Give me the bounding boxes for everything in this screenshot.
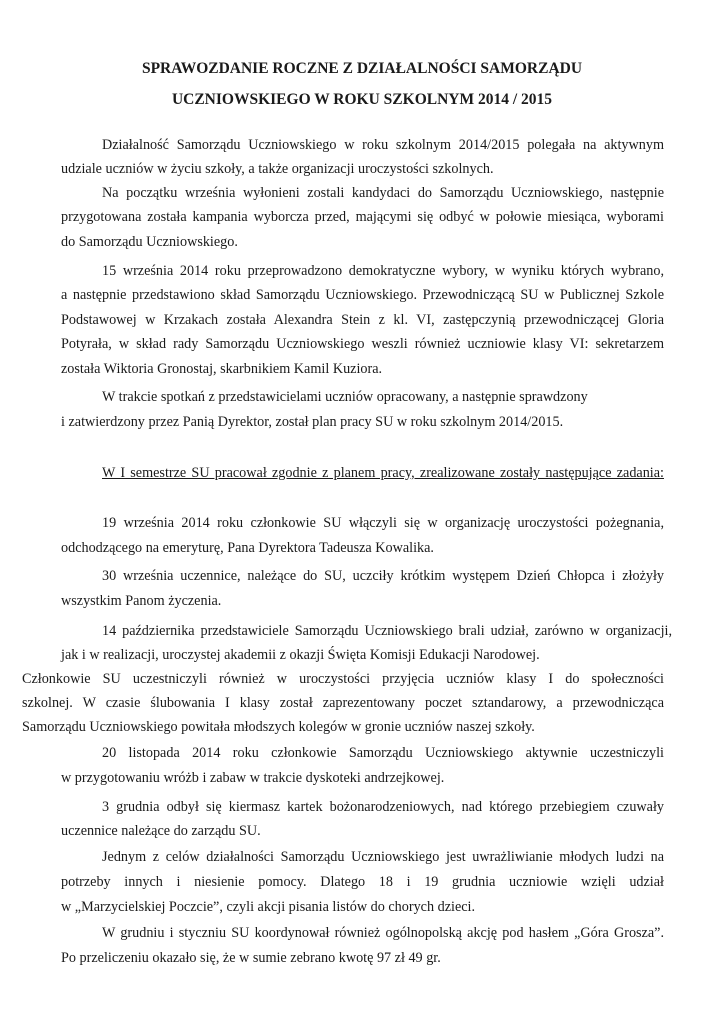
text-line: a następnie przedstawiono skład Samorządu Uczniowskiego. Przewodniczącą SU w Publicznej Szkole [61, 287, 664, 303]
text-line: Działalność Samorządu Uczniowskiego w roku szkolnym 2014/2015 polegała na aktywnym [102, 137, 664, 153]
text-line: Jednym z celów działalności Samorządu Uczniowskiego jest uwrażliwianie młodych ludzi na [102, 849, 664, 865]
text-line: udziale uczniów w życiu szkoły, a także organizacji uroczystości szkolnych. [61, 161, 494, 177]
section-heading-semester-1: W I semestrze SU pracował zgodnie z planem pracy, zrealizowane zostały następujące zadania: [102, 465, 664, 481]
text-line: w „Marzycielskiej Poczcie”, czyli akcji pisania listów do chorych dzieci. [61, 899, 476, 915]
text-line: Po przeliczeniu okazało się, że w sumie zebrano kwotę 97 zł 49 gr. [61, 950, 441, 966]
text-line: 14 października przedstawiciele Samorządu Uczniowskiego brali udział, zarówno w organizacji, [102, 623, 672, 639]
text-line: odchodzącego na emeryturę, Pana Dyrektora Tadeusza Kowalika. [61, 540, 434, 556]
text-line: 3 grudnia odbył się kiermasz kartek bożonarodzeniowych, nad którego przebiegiem czuwały [102, 799, 664, 815]
text-line: została Wiktoria Gronostaj, skarbnikiem Kamil Kuziora. [61, 361, 383, 377]
text-line: i zatwierdzony przez Panią Dyrektor, został plan pracy SU w roku szkolnym 2014/2015. [61, 414, 564, 430]
text-line: W grudniu i styczniu SU koordynował również ogólnopolską akcję pod hasłem „Góra Grosza”. [102, 925, 664, 941]
text-line: do Samorządu Uczniowskiego. [61, 234, 238, 250]
text-line: wszystkim Panom życzenia. [61, 593, 222, 609]
text-line: jak i w realizacji, uroczystej akademii z okazji Święta Komisji Edukacji Narodowej. [61, 647, 540, 663]
report-title-line-2: UCZNIOWSKIEGO W ROKU SZKOLNYM 2014 / 2015 [171, 91, 553, 108]
text-line: 30 września uczennice, należące do SU, uczciły krótkim występem Dzień Chłopca i złożyły [102, 568, 664, 584]
text-line: przygotowana została kampania wyborcza przed, mającymi się odbyć w połowie miesiąca, wyborami [61, 209, 664, 225]
text-line: Na początku września wyłonieni zostali kandydaci do Samorządu Uczniowskiego, następnie [102, 185, 664, 201]
text-line: Samorządu Uczniowskiego powitała młodszych kolegów w gronie uczniów naszej szkoły. [22, 719, 535, 735]
text-line: 19 września 2014 roku członkowie SU włączyli się w organizację uroczystości pożegnania, [102, 515, 664, 531]
report-title-line-1: SPRAWOZDANIE ROCZNE Z DZIAŁALNOŚCI SAMORZĄDU [141, 60, 583, 77]
text-line: Podstawowej w Krzakach została Alexandra Stein z kl. VI, zastępczynią przewodniczącej Gloria [61, 312, 664, 328]
text-line: szkolnej. W czasie ślubowania I klasy został zaprezentowany poczet sztandarowy, a przewodnicząca [22, 695, 664, 711]
text-line: Członkowie SU uczestniczyli również w uroczystości przyjęcia uczniów klasy I do społeczności [22, 671, 664, 687]
text-line: potrzeby innych i niesienie pomocy. Dlatego 18 i 19 grudnia uczniowie wzięli udział [61, 874, 664, 890]
text-line: W trakcie spotkań z przedstawicielami uczniów opracowany, a następnie sprawdzony [102, 389, 588, 405]
text-line: Potyrała, w skład rady Samorządu Uczniowskiego weszli również uczniowie klasy VI: sekretarzem [61, 336, 664, 352]
text-line: w przygotowaniu wróżb i zabaw w trakcie dyskoteki andrzejkowej. [61, 770, 445, 786]
text-line: 20 listopada 2014 roku członkowie Samorządu Uczniowskiego aktywnie uczestniczyli [102, 745, 664, 761]
text-line: uczennice należące do zarządu SU. [61, 823, 261, 839]
text-line: 15 września 2014 roku przeprowadzono demokratyczne wybory, w wyniku których wybrano, [102, 263, 664, 279]
